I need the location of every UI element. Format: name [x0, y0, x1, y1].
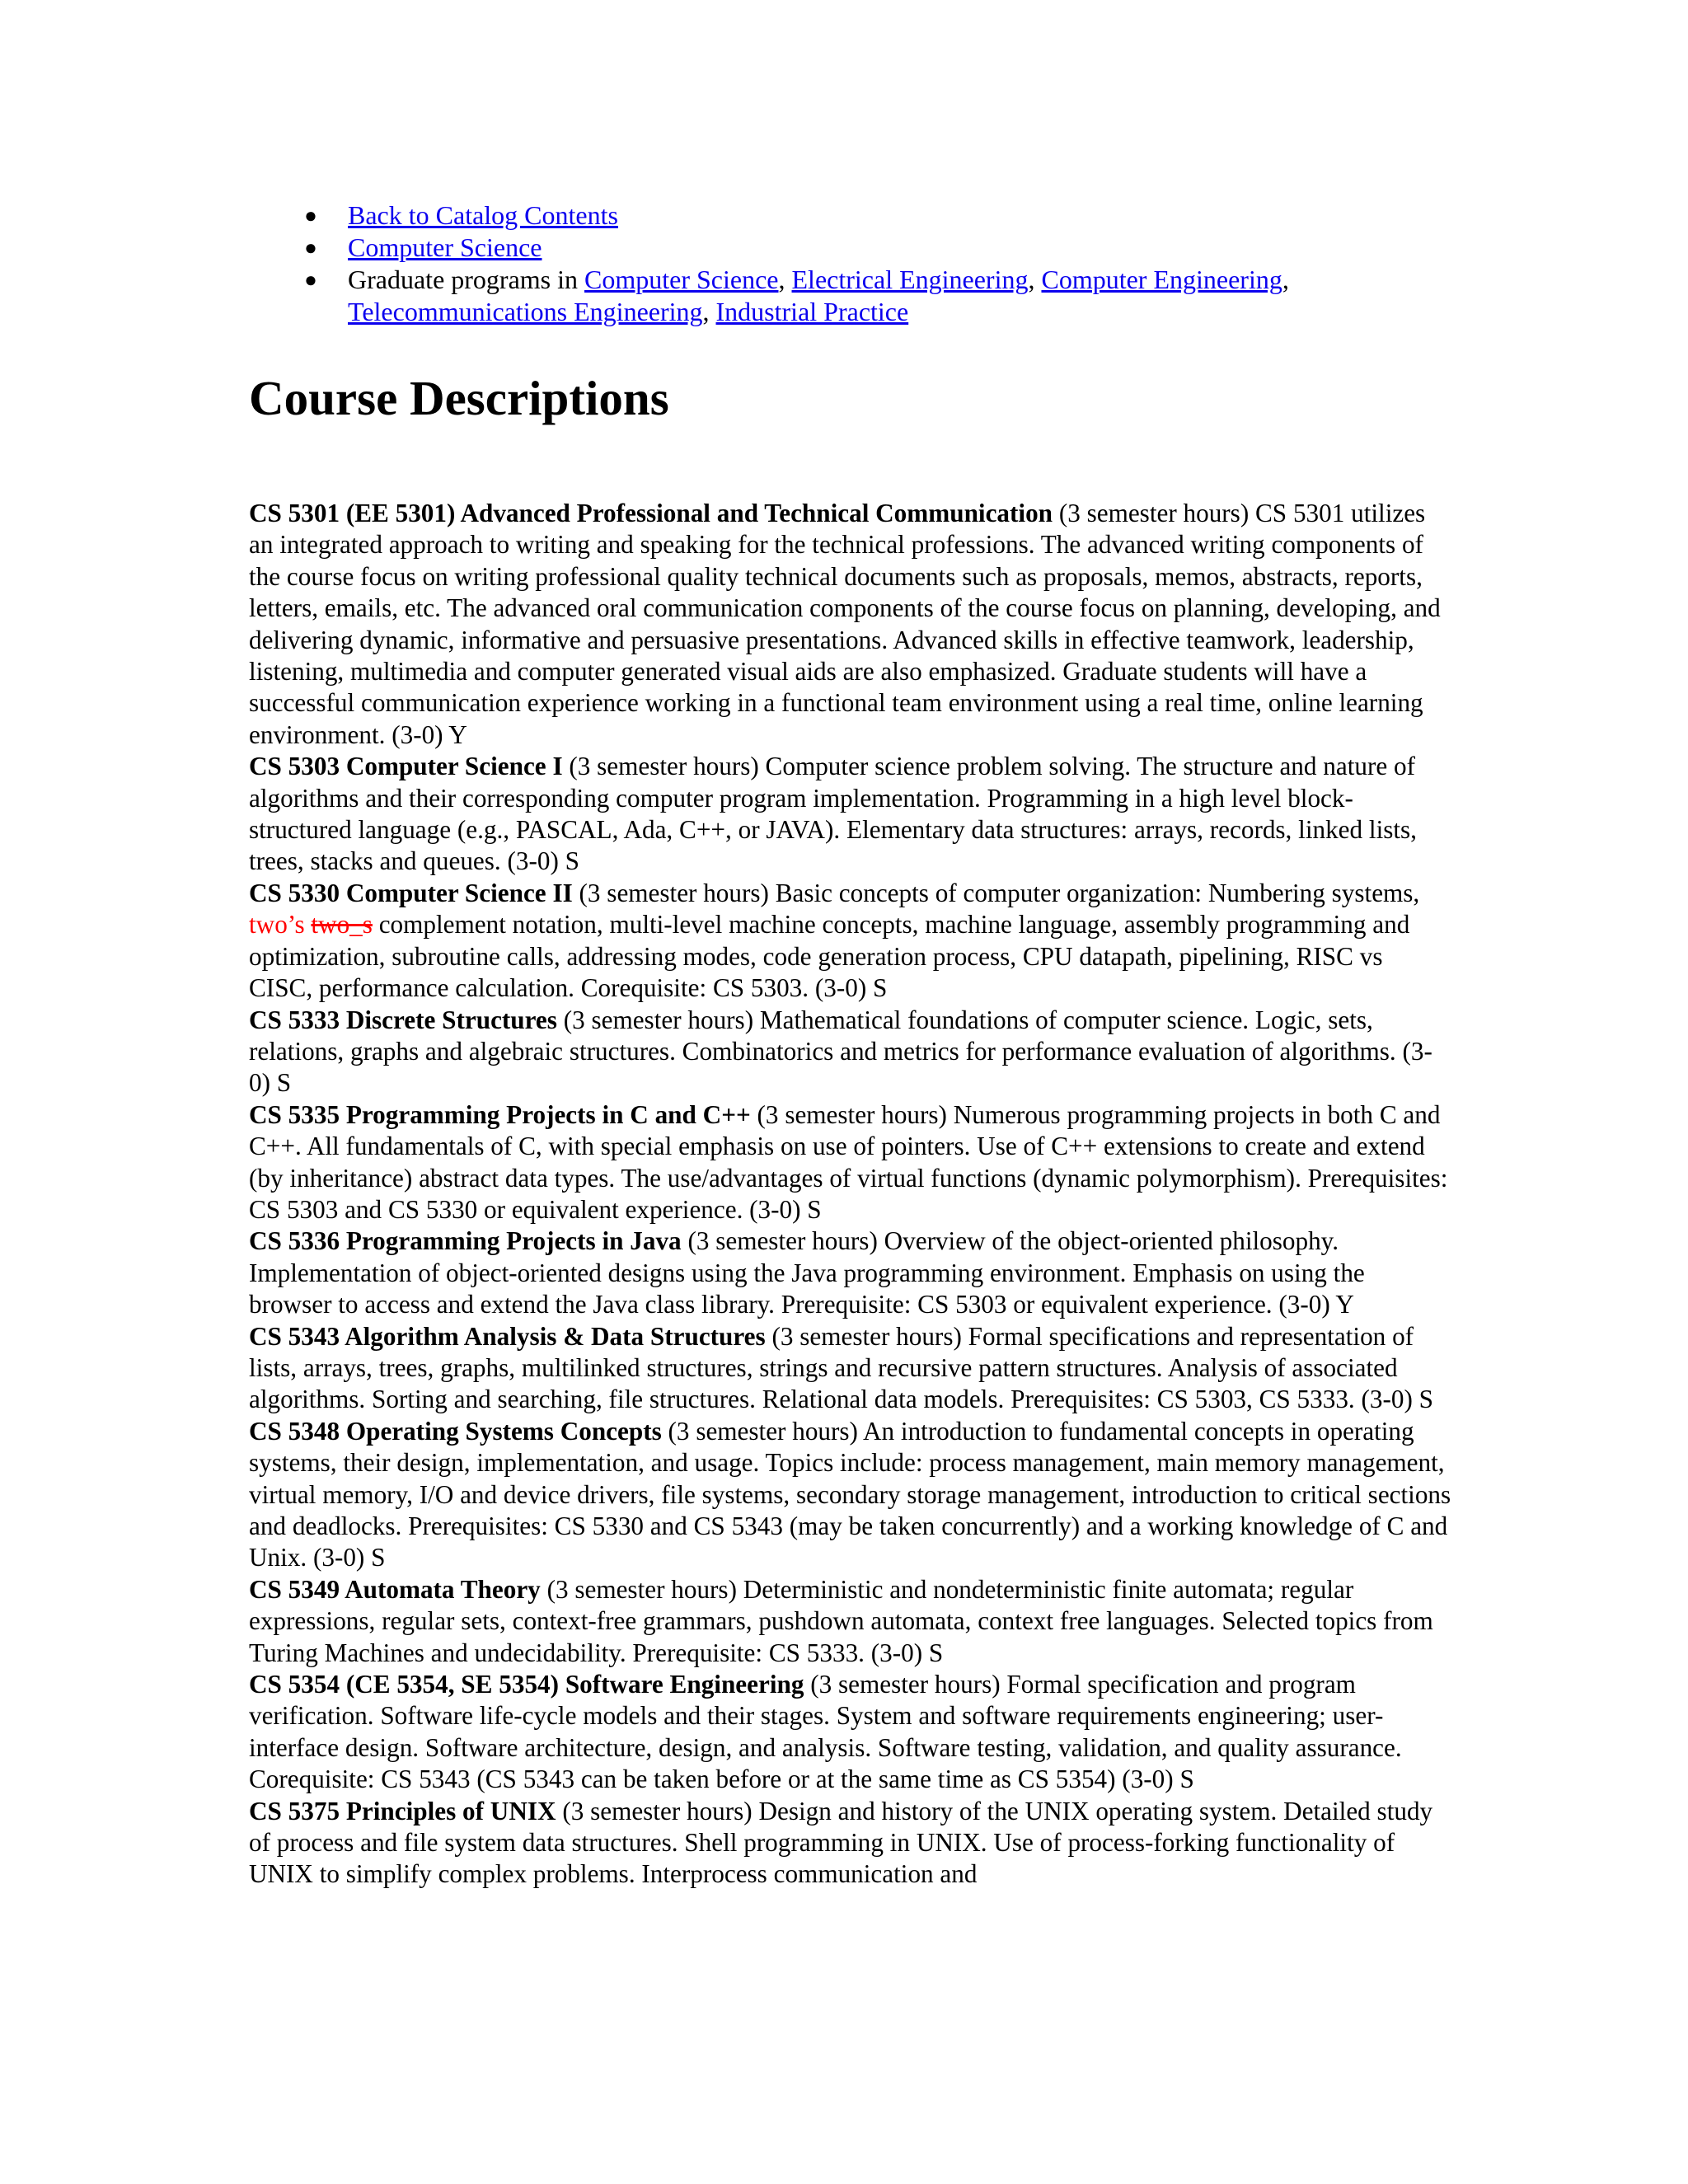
course-description: (3 semester hours) CS 5301 utilizes an integrated approach to writing and speaking for the technical professions. The advanced writing components of the course focus on writing professional quality technical documents such as proposals, memos, abstracts, reports, letters, emails, etc. The advanced oral communication components of the course focus on planning, developing, and delivering dynamic, informative and persuasive presentations. Advanced skills in effective teamwork, leadership, listening, multimedia and computer generated visual aids are also emphasized. Graduate students will have a successful communication experience working in a functional team environment using a real time, online learning environment. (3-0) Y [249, 499, 1441, 749]
course-entry [249, 1226, 1452, 1320]
nav-item-cs [298, 232, 1419, 264]
course-entry [249, 1005, 1452, 1099]
deleted-revision: two_s [311, 910, 373, 940]
course-title: CS 5330 Computer Science II [249, 878, 573, 907]
inserted-revision: two’s [249, 910, 305, 940]
course-description: (3 semester hours) Formal specifications and representation of lists, arrays, trees, graphs, multilinked structures, strings and recursive pattern structures. Analysis of associated algorithms. Sorting and searching, file structures. Relational data models. Prerequisites: CS 5303, CS 5333. (3-0) S [249, 1321, 1434, 1414]
grad-te-link[interactable]: Telecommunications Engineering [348, 297, 703, 326]
course-list [249, 498, 1452, 1891]
grad-programs-prefix: Graduate programs in [348, 265, 585, 294]
separator: , [702, 297, 716, 326]
nav-list [298, 199, 1419, 328]
bullet-icon: ● [304, 236, 317, 260]
computer-science-link[interactable]: Computer Science [348, 232, 542, 262]
course-description: (3 semester hours) Design and history of the UNIX operating system. Detailed study of process and file system data structures. Shell programming in UNIX. Use of process-forking functionality of UNIX to simplify complex problems. Interprocess communication and [249, 1796, 1433, 1889]
course-description: complement notation, multi-level machine concepts, machine language, assembly programming and optimization, subroutine calls, addressing modes, code generation process, CPU datapath, pipelining, RISC vs CISC, performance calculation. Corequisite: CS 5303. (3-0) S [249, 910, 1410, 1003]
course-entry [249, 1099, 1452, 1226]
course-title: CS 5349 Automata Theory [249, 1574, 541, 1604]
grad-cs-link[interactable]: Computer Science [584, 265, 779, 294]
back-to-catalog-link[interactable]: Back to Catalog Contents [348, 200, 618, 230]
grad-ee-link[interactable]: Electrical Engineering [791, 265, 1029, 294]
nav-item-grad-programs [298, 264, 1419, 328]
course-entry [249, 1574, 1452, 1669]
course-entry [249, 1416, 1452, 1574]
course-title: CS 5335 Programming Projects in C and C++ [249, 1099, 751, 1129]
course-entry [249, 1796, 1452, 1891]
separator: , [1028, 265, 1042, 294]
course-description: (3 semester hours) Computer science problem solving. The structure and nature of algorithms and their corresponding computer program implementation. Programming in a high level block-structured language (e.g., PASCAL, Ada, C++, or JAVA). Elementary data structures: arrays, records, linked lists, trees, stacks and queues. (3-0) S [249, 752, 1417, 876]
grad-ce-link[interactable]: Computer Engineering [1041, 265, 1282, 294]
course-entry [249, 1321, 1452, 1416]
course-title: CS 5343 Algorithm Analysis & Data Structures [249, 1321, 766, 1351]
course-entry [249, 751, 1452, 878]
course-entry [249, 878, 1452, 1005]
course-entry [249, 498, 1452, 751]
course-description: (3 semester hours) Deterministic and nondeterministic finite automata; regular expressions, regular sets, context-free grammars, pushdown automata, context free languages. Selected topics from Turing Machines and undecidability. Prerequisite: CS 5333. (3-0) S [249, 1574, 1433, 1667]
course-title: CS 5354 (CE 5354, SE 5354) Software Engineering [249, 1670, 804, 1699]
nav-item-back [298, 199, 1419, 232]
course-entry [249, 1669, 1452, 1796]
course-title: CS 5336 Programming Projects in Java [249, 1226, 682, 1256]
bullet-icon: ● [304, 268, 317, 292]
course-description: (3 semester hours) Numerous programming projects in both C and C++. All fundamentals of C, with special emphasis on use of pointers. Use of C++ extensions to create and extend (by inheritance) abstract data types. The use/advantages of virtual functions (dynamic polymorphism). Prerequisites: CS 5303 and CS 5330 or equivalent experience. (3-0) S [249, 1099, 1448, 1224]
course-description: (3 semester hours) Overview of the object-oriented philosophy. Implementation of object-oriented designs using the Java programming environment. Emphasis on using the browser to access and extend the Java class library. Prerequisite: CS 5303 or equivalent experience. (3-0) Y [249, 1226, 1365, 1319]
course-title: CS 5375 Principles of UNIX [249, 1796, 556, 1825]
page-title: Course Descriptions [249, 371, 669, 425]
separator: , [1282, 265, 1289, 294]
course-title: CS 5333 Discrete Structures [249, 1005, 557, 1034]
course-description: (3 semester hours) Mathematical foundations of computer science. Logic, sets, relations, graphs and algebraic structures. Combinatorics and metrics for performance evaluation of algorithms. (3-0) S [249, 1005, 1432, 1098]
grad-ip-link[interactable]: Industrial Practice [715, 297, 909, 326]
course-title: CS 5303 Computer Science I [249, 752, 563, 781]
course-description: (3 semester hours) An introduction to fundamental concepts in operating systems, their design, implementation, and usage. Topics include: process management, main memory management, virtual memory, I/O and device drivers, file systems, secondary storage management, introduction to critical sections and deadlocks. Prerequisites: CS 5330 and CS 5343 (may be taken concurrently) and a working knowledge of C and Unix. (3-0) S [249, 1416, 1451, 1572]
course-title: CS 5348 Operating Systems Concepts [249, 1416, 662, 1446]
course-description: (3 semester hours) Formal specification and program verification. Software life-cycle models and their stages. System and software requirements engineering; user-interface design. Software architecture, design, and analysis. Software testing, validation, and quality assurance. Corequisite: CS 5343 (CS 5343 can be taken before or at the same time as CS 5354) (3-0) S [249, 1670, 1402, 1794]
course-description: (3 semester hours) Basic concepts of computer organization: Numbering systems, [572, 878, 1420, 907]
separator: , [778, 265, 792, 294]
bullet-icon: ● [304, 204, 317, 227]
course-title: CS 5301 (EE 5301) Advanced Professional and Technical Communication [249, 499, 1053, 527]
